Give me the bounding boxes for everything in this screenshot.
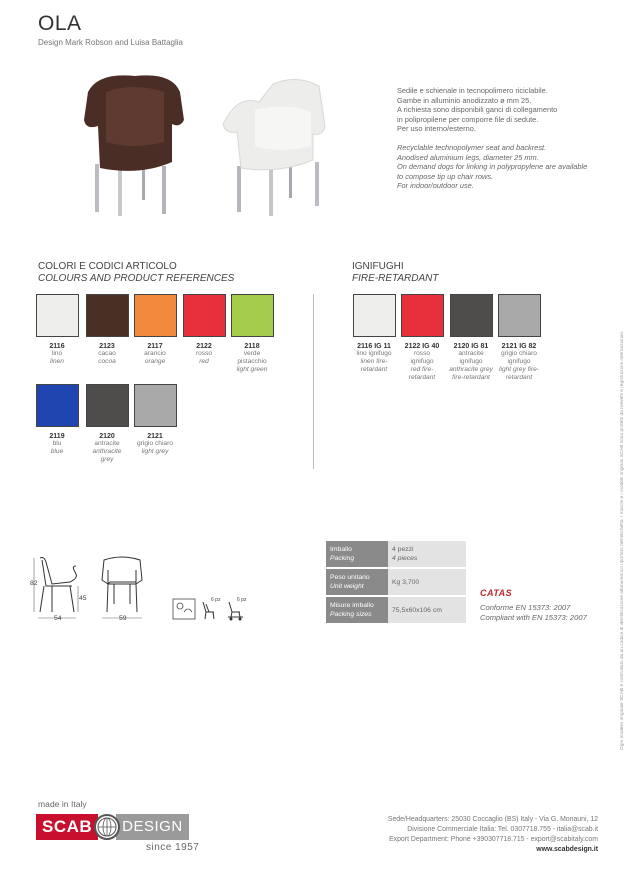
seat-height-label: 45 — [79, 595, 87, 602]
colour-item-2117: 2117 arancio orange — [126, 294, 184, 366]
colour-swatch — [450, 294, 493, 337]
colour-swatch — [231, 294, 274, 337]
colour-swatch — [36, 294, 79, 337]
colour-item-2123: 2123 cacao cocoa — [78, 294, 136, 366]
fire-retardant-section-title: IGNIFUGHI FIRE-RETARDANT — [352, 261, 439, 284]
fire-item-2121-ig-82: 2121 IG 82 grigio chiaro ignifugo light grey fire-retardant — [489, 294, 549, 382]
description-english: Recyclable technopolymer seat and backrest. Anodised aluminium legs, diameter 25 mm. On demand dogs for linking in polypropylene are available to compose tip up chair rows. For indoor/outdoor use. — [397, 142, 588, 191]
height-label: 82 — [30, 580, 38, 587]
white-chair-image — [215, 74, 330, 216]
table-row: Misure imballo Packing sizes 75,5x60x106 cm — [326, 597, 466, 623]
fire-item-2116-ig-11: 2116 IG 11 lino ignifugo linen fire-retardant — [344, 294, 404, 374]
width-label: 59 — [119, 615, 127, 622]
colour-swatch — [498, 294, 541, 337]
compliance-text: Conforme EN 15373: 2007 Compliant with EN 15373: 2007 — [480, 603, 587, 622]
colour-swatch — [183, 294, 226, 337]
colours-section-title: COLORI E CODICI ARTICOLO COLOURS AND PRODUCT REFERENCES — [38, 261, 235, 284]
colour-swatch — [134, 384, 177, 427]
website-link[interactable]: www.scabdesign.it — [536, 846, 598, 853]
made-in-italy-label: made in Italy — [38, 799, 87, 809]
colour-item-2116: 2116 lino linen — [28, 294, 86, 366]
scab-design-logo: SCAB DESIGN — [36, 812, 189, 842]
designer-credit: Design Mark Robson and Luisa Battaglia — [38, 38, 183, 47]
colour-swatch — [134, 294, 177, 337]
company-address: Sede/Headquarters: 25030 Coccaglio (BS) Italy - Via G. Monauni, 12 Divisione Commerciale Italia: Tel. 0307718.755 - italia@scab.it Export Department: Phone +390307718.715 - export@scabitaly.com www.scabdesign.it — [380, 815, 598, 855]
fire-item-2122-ig-40: 2122 IG 40 rosso ignifugo red fire-retardant — [392, 294, 452, 382]
colour-swatch — [353, 294, 396, 337]
colour-swatch — [86, 384, 129, 427]
side-view-drawing — [40, 558, 76, 613]
front-view-drawing — [102, 557, 142, 612]
colour-item-2121: 2121 grigio chiaro light grey — [126, 384, 184, 456]
table-row: Peso unitario Unit weight Kg 3,700 — [326, 569, 466, 595]
colour-swatch — [401, 294, 444, 337]
table-row: Imballo Packing 4 pezzi 4 pieces — [326, 541, 466, 567]
product-description — [397, 86, 597, 200]
fire-item-2120-ig-81: 2120 IG 81 antracite ignifugo anthracite grey fire-retardant — [441, 294, 501, 382]
depth-label: 54 — [54, 615, 62, 622]
outdoor-use-icon — [172, 598, 196, 620]
colour-item-2119: 2119 blu blue — [28, 384, 86, 456]
packing-info-table — [326, 541, 466, 623]
brown-chair-image — [80, 72, 190, 216]
section-divider — [313, 294, 314, 469]
dimension-drawings — [30, 552, 160, 628]
product-title: OLA — [38, 12, 82, 35]
colour-swatch — [86, 294, 129, 337]
colour-swatch — [36, 384, 79, 427]
globe-icon — [94, 814, 120, 840]
catas-logo: CATAS — [480, 588, 513, 598]
colour-item-2118: 2118 verde pistacchio light green — [223, 294, 281, 374]
legal-side-note: Ogni modello originale SCAB è controllato da un codice di identificazione alfanumerico riportato nell'etichetta. I marchi e i modelli originali SCAB sono protetti da brevetti e registrazioni internazionali. — [620, 331, 625, 750]
stack-count-label: 6 pz — [211, 597, 221, 603]
trolley-count-label: 6 pz — [237, 597, 247, 603]
colour-item-2122: 2122 rosso red — [175, 294, 233, 366]
colour-item-2120: 2120 antracite anthracite grey — [78, 384, 136, 464]
since-label: since 1957 — [146, 842, 200, 853]
description-italian: Sedile e schienale in tecnopolimero riciclabile. Gambe in alluminio anodizzato ø mm 25. A richiesta sono disponibili ganci di collegamento in polipropilene per comporre file di sedute. Per uso interno/esterno. — [397, 86, 558, 134]
